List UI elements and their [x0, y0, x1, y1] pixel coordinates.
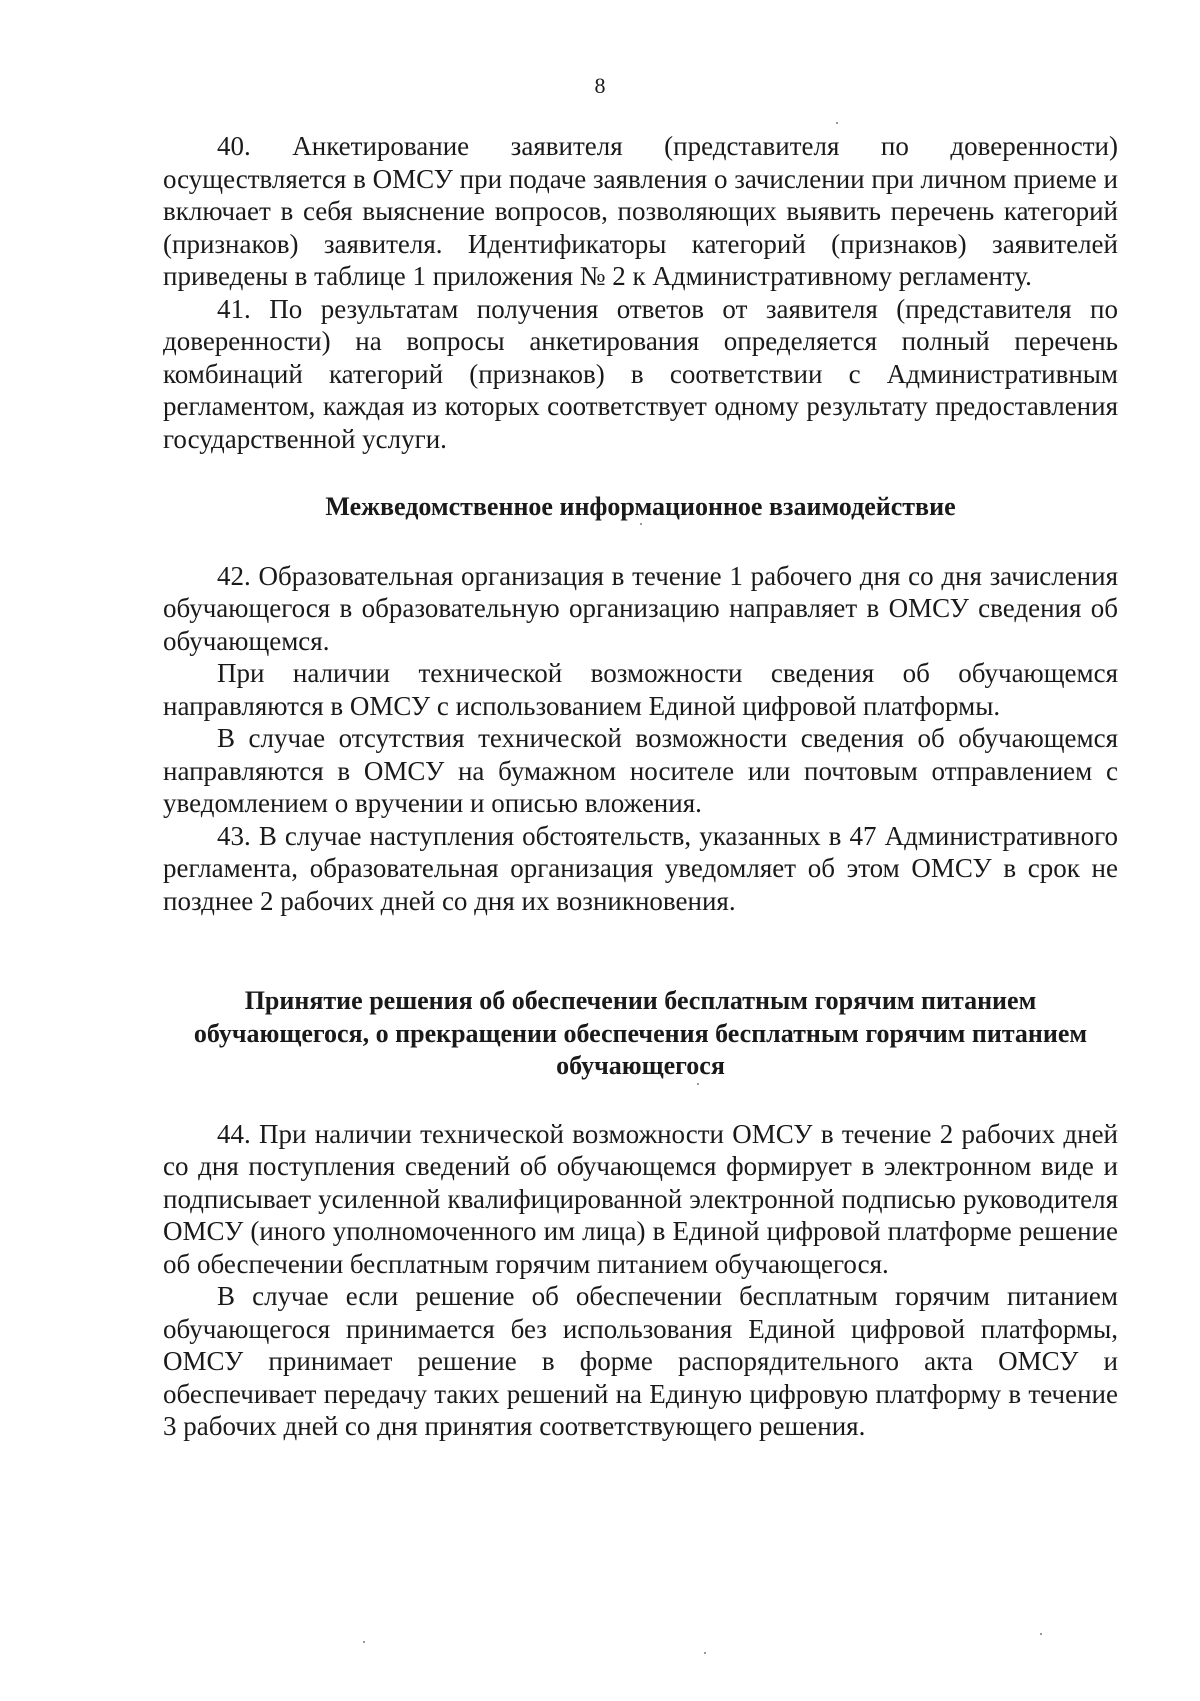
scan-speck [363, 1641, 365, 1643]
paragraph-44: 44. При наличии технической возможности ОМСУ в течение 2 рабочих дней со дня поступления сведений об обучающемся формирует в электронном виде и подписывает усиленной квалифицированной электронной подписью руководителя ОМСУ (иного уполномоченного им лица) в Единой цифровой платформе решение об обеспечении бесплатным горячим питанием обучающегося. [163, 1118, 1118, 1279]
paragraph-44-manual: В случае если решение об обеспечении бесплатным горячим питанием обучающегося принимается без использования Единой цифровой платформы, ОМСУ принимает решение в форме распорядительного акта ОМСУ и обеспечивает передачу таких решений на Единую цифровую платформу в течение 3 рабочих дней со дня принятия соответствующего решения. [163, 1281, 1118, 1441]
paragraph-40: 40. Анкетирование заявителя (представителя по доверенности) осуществляется в ОМСУ при подаче заявления о зачислении при личном приеме и включает в себя выяснение вопросов, позволяющих выявить перечень категорий (признаков) заявителя. Идентификаторы категорий (признаков) заявителей приведены в таблице 1 приложения № 2 к Административному регламенту. [163, 131, 1118, 291]
document-body [163, 130, 1118, 1443]
paragraph-42-paper: В случае отсутствия технической возможности сведения об обучающемся направляются в ОМСУ на бумажном носителе или почтовым отправлением с уведомлением о вручении и описью вложения. [163, 723, 1118, 818]
scan-speck [1040, 1633, 1042, 1635]
paragraph-41: 41. По результатам получения ответов от заявителя (представителя по доверенности) на вопросы анкетирования определяется полный перечень комбинаций категорий (признаков) в соответствии с Административным регламентом, каждая из которых соответствует одному результату предоставления государственной услуги. [163, 293, 1118, 454]
paragraph-42-electronic: При наличии технической возможности сведения об обучающемся направляются в ОМСУ с использованием Единой цифровой платформы. [163, 658, 1118, 721]
scan-speck [640, 523, 642, 525]
section-heading-interagency: Межведомственное информационное взаимодействие [325, 492, 956, 521]
scan-speck [697, 1083, 699, 1085]
scan-speck [704, 1652, 706, 1654]
paragraph-42: 42. Образовательная организация в течение 1 рабочего дня со дня зачисления обучающегося в образовательную организацию направляет в ОМСУ сведения об обучающемся. [163, 560, 1118, 656]
page-number: 8 [594, 73, 606, 98]
section-heading-decision: Принятие решения об обеспечении бесплатным горячим питанием обучающегося, о прекращении обеспечения бесплатным горячим питанием обучающегося [193, 986, 1088, 1080]
paragraph-43: 43. В случае наступления обстоятельств, указанных в 47 Административного регламента, образовательная организация уведомляет об этом ОМСУ в срок не позднее 2 рабочих дней со дня их возникновения. [163, 820, 1118, 916]
scan-speck [836, 122, 838, 124]
